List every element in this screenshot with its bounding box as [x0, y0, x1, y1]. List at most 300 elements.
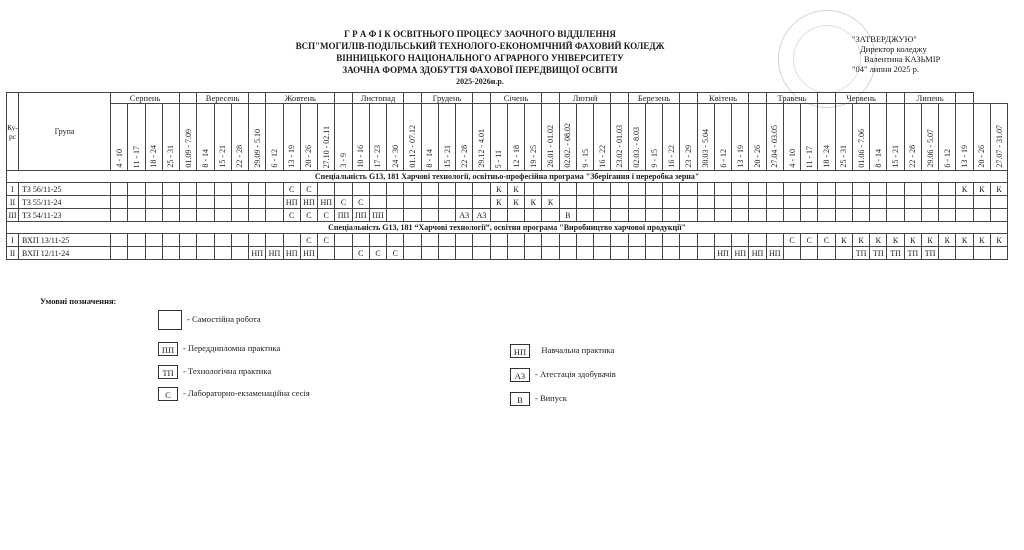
week-header: [852, 104, 869, 171]
schedule-cell: [887, 196, 904, 209]
schedule-cell: [594, 247, 611, 260]
legend-title: Умовні позначення:: [40, 296, 117, 306]
schedule-cell: [714, 183, 731, 196]
week-label: 30.03 - 5.04: [701, 129, 711, 168]
schedule-cell: ТП: [921, 247, 938, 260]
schedule-cell: [697, 196, 714, 209]
week-label: 12 - 18: [511, 145, 521, 168]
schedule-cell: [352, 234, 369, 247]
week-label: 3 - 9: [338, 153, 348, 168]
schedule-cell: [645, 196, 662, 209]
schedule-cell: [663, 183, 680, 196]
legend-swatch: ПП: [158, 342, 178, 356]
schedule-cell: [145, 209, 162, 222]
week-header: [611, 104, 628, 171]
approval-position: Директор коледжу: [860, 44, 927, 54]
schedule-cell: С: [352, 196, 369, 209]
schedule-cell: К: [507, 196, 524, 209]
week-label: 13 - 19: [960, 145, 970, 168]
week-header: [697, 104, 714, 171]
schedule-cell: [180, 196, 197, 209]
week-header: [352, 104, 369, 171]
schedule-cell: НП: [300, 196, 317, 209]
month-header: [180, 93, 197, 104]
schedule-cell: [956, 196, 973, 209]
week-label: 23.02 - 01.03: [615, 125, 625, 168]
month-header: Листопад: [352, 93, 404, 104]
schedule-cell: [404, 234, 421, 247]
week-header: [732, 104, 749, 171]
week-header: [283, 104, 300, 171]
schedule-cell: [559, 234, 576, 247]
schedule-cell: [369, 234, 386, 247]
schedule-cell: [197, 183, 214, 196]
schedule-cell: [714, 209, 731, 222]
document-header: [200, 28, 760, 88]
schedule-cell: [507, 247, 524, 260]
schedule-cell: [887, 183, 904, 196]
schedule-cell: [473, 183, 490, 196]
schedule-cell: [835, 196, 852, 209]
week-label: 5 - 11: [494, 149, 504, 168]
schedule-cell: [145, 183, 162, 196]
schedule-cell: [697, 247, 714, 260]
week-label: 15 - 21: [442, 145, 452, 168]
week-header: [180, 104, 197, 171]
week-header: [749, 104, 766, 171]
schedule-cell: [870, 183, 887, 196]
schedule-cell: [921, 183, 938, 196]
schedule-cell: [732, 196, 749, 209]
schedule-cell: [490, 234, 507, 247]
approval-date: "04" липня 2025 р.: [852, 64, 919, 74]
schedule-cell: [732, 183, 749, 196]
week-label: 13 - 19: [287, 145, 297, 168]
schedule-cell: С: [318, 209, 335, 222]
legend-item-session: С - Лабораторно-екзаменаційна сесія: [158, 386, 310, 401]
table-row: [7, 234, 1008, 247]
schedule-cell: [645, 209, 662, 222]
schedule-cell: ТП: [887, 247, 904, 260]
week-header: [128, 104, 145, 171]
week-header: [559, 104, 576, 171]
schedule-cell: [887, 209, 904, 222]
schedule-cell: [249, 234, 266, 247]
schedule-cell: С: [387, 247, 404, 260]
row-group: ТЗ 54/11-23: [19, 209, 111, 222]
week-header: [369, 104, 386, 171]
schedule-cell: [214, 234, 231, 247]
week-header: [145, 104, 162, 171]
schedule-cell: [266, 183, 283, 196]
week-label: 29.06 - 5.07: [925, 129, 935, 168]
row-kurs: II: [7, 247, 19, 260]
schedule-cell: К: [956, 183, 973, 196]
week-header: [300, 104, 317, 171]
schedule-cell: [939, 183, 956, 196]
schedule-cell: [231, 209, 248, 222]
schedule-cell: [490, 209, 507, 222]
month-header: Березень: [628, 93, 680, 104]
week-header: [887, 104, 904, 171]
schedule-cell: К: [542, 196, 559, 209]
schedule-cell: [749, 209, 766, 222]
week-header: [766, 104, 783, 171]
schedule-cell: [576, 247, 593, 260]
schedule-cell: [904, 183, 921, 196]
week-header: [904, 104, 921, 171]
week-label: 6 - 12: [269, 149, 279, 168]
schedule-cell: А3: [473, 209, 490, 222]
week-label: 24 - 30: [390, 145, 400, 168]
week-header: [231, 104, 248, 171]
schedule-cell: [404, 209, 421, 222]
schedule-cell: [611, 183, 628, 196]
schedule-cell: [197, 234, 214, 247]
schedule-cell: [835, 209, 852, 222]
schedule-cell: К: [490, 196, 507, 209]
schedule-cell: [904, 196, 921, 209]
week-label: 15 - 21: [218, 145, 228, 168]
schedule-cell: [128, 209, 145, 222]
week-header: [663, 104, 680, 171]
week-label: 10 - 16: [356, 145, 366, 168]
week-header: [456, 104, 473, 171]
schedule-cell: [231, 196, 248, 209]
section-title: Спеціальність G13, 181 Харчові технології, освітньо-професійна програма "Зберігання і переробка зерна": [7, 171, 1008, 183]
header-form: ЗАОЧНА ФОРМА ЗДОБУТТЯ ФАХОВОЇ ПЕРЕДВИЩОЇ ОСВІТИ: [342, 65, 618, 75]
schedule-cell: [421, 183, 438, 196]
schedule-cell: [473, 196, 490, 209]
schedule-cell: [611, 209, 628, 222]
schedule-cell: [801, 183, 818, 196]
schedule-cell: [214, 196, 231, 209]
schedule-cell: [283, 234, 300, 247]
legend-swatch: НП: [510, 344, 530, 358]
schedule-cell: [525, 209, 542, 222]
schedule-cell: [628, 247, 645, 260]
schedule-cell: [576, 196, 593, 209]
schedule-cell: [180, 247, 197, 260]
schedule-cell: [266, 196, 283, 209]
schedule-cell: [783, 196, 800, 209]
month-header: [542, 93, 559, 104]
schedule-cell: [870, 196, 887, 209]
schedule-cell: [318, 183, 335, 196]
schedule-cell: [128, 196, 145, 209]
week-header: [783, 104, 800, 171]
schedule-cell: [663, 209, 680, 222]
schedule-cell: [266, 209, 283, 222]
schedule-cell: [990, 209, 1007, 222]
schedule-cell: [111, 183, 128, 196]
schedule-cell: [714, 196, 731, 209]
week-header: [421, 104, 438, 171]
week-header: [404, 104, 421, 171]
schedule-cell: [714, 234, 731, 247]
schedule-cell: [542, 234, 559, 247]
week-label: 22 - 28: [908, 145, 918, 168]
month-header: Жовтень: [266, 93, 335, 104]
week-header: [249, 104, 266, 171]
schedule-cell: [611, 196, 628, 209]
week-label: 01.12 - 07.12: [408, 125, 417, 168]
week-header: [594, 104, 611, 171]
schedule-cell: [249, 183, 266, 196]
schedule-cell: [249, 209, 266, 222]
week-label: 4 - 10: [787, 149, 797, 168]
legend-item-tech-practice: ТП - Технологічна практика: [158, 364, 271, 379]
week-label: 01.06 - 7.06: [856, 129, 866, 168]
week-header: [438, 104, 455, 171]
schedule-cell: [335, 234, 352, 247]
schedule-cell: [594, 209, 611, 222]
schedule-cell: [663, 247, 680, 260]
month-header: [473, 93, 490, 104]
row-kurs: I: [7, 234, 19, 247]
schedule-cell: [697, 209, 714, 222]
month-header: Червень: [835, 93, 887, 104]
schedule-cell: [852, 209, 869, 222]
week-label: 20 - 26: [977, 145, 987, 168]
approval-name: Валентина КАЗЬМІР: [864, 54, 941, 64]
schedule-cell: [783, 183, 800, 196]
schedule-cell: [318, 247, 335, 260]
schedule-cell: [921, 196, 938, 209]
month-header: [680, 93, 697, 104]
schedule-cell: [490, 247, 507, 260]
week-label: 18 - 24: [822, 145, 832, 168]
week-label: 18 - 24: [149, 145, 159, 168]
schedule-cell: А3: [456, 209, 473, 222]
schedule-cell: [973, 196, 990, 209]
schedule-cell: [680, 183, 697, 196]
week-header: [318, 104, 335, 171]
month-header: [887, 93, 904, 104]
schedule-cell: [438, 209, 455, 222]
schedule-cell: [766, 183, 783, 196]
schedule-cell: [576, 183, 593, 196]
schedule-cell: [663, 196, 680, 209]
schedule-cell: [473, 247, 490, 260]
schedule-cell: [628, 196, 645, 209]
schedule-cell: [111, 196, 128, 209]
schedule-cell: [335, 247, 352, 260]
schedule-cell: [697, 234, 714, 247]
week-label: 27.10 - 02.11: [321, 125, 331, 168]
schedule-cell: [801, 247, 818, 260]
week-label: 8 - 14: [873, 149, 883, 168]
schedule-cell: НП: [266, 247, 283, 260]
schedule-cell: С: [335, 196, 352, 209]
legend-swatch: ТП: [158, 365, 178, 379]
schedule-cell: ТП: [852, 247, 869, 260]
month-header: Квітень: [697, 93, 749, 104]
header-institution: ВСП"МОГИЛІВ-ПОДІЛЬСЬКИЙ ТЕХНОЛОГО-ЕКОНОМІЧНИЙ ФАХОВИЙ КОЛЕДЖ: [295, 41, 665, 51]
week-label: 23 - 29: [684, 145, 694, 168]
week-label: 02.02. - 08.02: [563, 123, 573, 168]
week-label: 02.03. - 8.03: [632, 127, 642, 168]
legend-swatch: [158, 310, 182, 330]
schedule-cell: НП: [318, 196, 335, 209]
week-header: [214, 104, 231, 171]
schedule-cell: [387, 234, 404, 247]
week-header: [525, 104, 542, 171]
week-label: 15 - 21: [891, 145, 901, 168]
schedule-cell: [783, 247, 800, 260]
schedule-cell: [559, 196, 576, 209]
schedule-cell: [766, 209, 783, 222]
legend-swatch: В: [510, 392, 530, 406]
schedule-cell: [421, 247, 438, 260]
schedule-cell: [438, 247, 455, 260]
schedule-cell: [749, 183, 766, 196]
schedule-cell: [111, 247, 128, 260]
schedule-cell: [180, 209, 197, 222]
row-group: ВХП 12/11-24: [19, 247, 111, 260]
schedule-cell: [162, 183, 179, 196]
schedule-cell: [404, 183, 421, 196]
schedule-cell: К: [939, 234, 956, 247]
schedule-cell: С: [352, 247, 369, 260]
schedule-cell: [680, 234, 697, 247]
schedule-cell: [594, 234, 611, 247]
schedule-cell: [680, 247, 697, 260]
schedule-cell: К: [990, 234, 1007, 247]
week-label: 4 - 10: [114, 149, 124, 168]
schedule-cell: НП: [749, 247, 766, 260]
schedule-cell: С: [283, 209, 300, 222]
schedule-cell: [404, 247, 421, 260]
schedule-cell: [145, 196, 162, 209]
week-header: [335, 104, 352, 171]
schedule-cell: К: [921, 234, 938, 247]
month-header: [335, 93, 352, 104]
schedule-cell: [628, 183, 645, 196]
schedule-cell: [921, 209, 938, 222]
legend-label: Лабораторно-екзаменаційна сесія: [187, 388, 310, 398]
schedule-cell: [628, 234, 645, 247]
table-row: [7, 196, 1008, 209]
schedule-cell: [645, 183, 662, 196]
schedule-cell: [852, 196, 869, 209]
schedule-cell: НП: [283, 247, 300, 260]
week-header: [801, 104, 818, 171]
schedule-cell: К: [870, 234, 887, 247]
schedule-cell: С: [818, 234, 835, 247]
table-row: [7, 247, 1008, 260]
week-header: [714, 104, 731, 171]
schedule-cell: [594, 196, 611, 209]
week-label: 11 - 17: [131, 145, 141, 168]
week-label: 01.09 - 7.09: [183, 129, 193, 168]
week-label: 8 - 14: [425, 149, 435, 168]
row-group: ВХП 13/11-25: [19, 234, 111, 247]
schedule-cell: НП: [766, 247, 783, 260]
schedule-cell: К: [507, 183, 524, 196]
schedule-cell: С: [369, 247, 386, 260]
schedule-cell: [421, 196, 438, 209]
schedule-cell: [421, 234, 438, 247]
month-header: Липень: [904, 93, 956, 104]
legend-swatch: А3: [510, 368, 530, 382]
schedule-cell: К: [835, 234, 852, 247]
schedule-cell: [128, 247, 145, 260]
schedule-cell: [231, 183, 248, 196]
table-row: [7, 209, 1008, 222]
week-header: [490, 104, 507, 171]
schedule-cell: ТП: [904, 247, 921, 260]
schedule-table: [6, 92, 1008, 260]
legend-label: Технологічна практика: [187, 366, 272, 376]
schedule-cell: [939, 209, 956, 222]
schedule-cell: [611, 247, 628, 260]
kurs-header: Ку-рс: [7, 93, 19, 171]
week-label: 29.09 - 5.10: [252, 129, 262, 168]
schedule-cell: [801, 209, 818, 222]
schedule-cell: [162, 209, 179, 222]
schedule-cell: К: [973, 183, 990, 196]
row-group: ТЗ 55/11-24: [19, 196, 111, 209]
schedule-cell: [749, 196, 766, 209]
schedule-cell: [473, 234, 490, 247]
schedule-cell: [456, 196, 473, 209]
week-header: [542, 104, 559, 171]
schedule-cell: [680, 209, 697, 222]
schedule-cell: [766, 234, 783, 247]
week-header: [628, 104, 645, 171]
week-header: [973, 104, 990, 171]
schedule-cell: [939, 196, 956, 209]
schedule-cell: [180, 183, 197, 196]
schedule-cell: [525, 234, 542, 247]
week-label: 13 - 19: [735, 145, 745, 168]
schedule-cell: [956, 209, 973, 222]
row-group: ТЗ 56/11-25: [19, 183, 111, 196]
schedule-cell: [214, 209, 231, 222]
legend-swatch: С: [158, 387, 178, 401]
schedule-cell: [904, 209, 921, 222]
legend-label: Навчальна практика: [541, 345, 615, 355]
schedule-cell: [852, 183, 869, 196]
schedule-cell: [507, 209, 524, 222]
week-header: [111, 104, 128, 171]
schedule-cell: К: [490, 183, 507, 196]
schedule-cell: ПП: [369, 209, 386, 222]
week-label: 9 - 15: [649, 149, 659, 168]
section-title: Спеціальність G13, 181 “Харчові технології”, освітня програма "Виробництво харчової продукції": [7, 222, 1008, 234]
week-label: 20 - 26: [753, 145, 763, 168]
schedule-cell: [835, 247, 852, 260]
schedule-cell: [559, 183, 576, 196]
schedule-cell: НП: [283, 196, 300, 209]
schedule-cell: [663, 234, 680, 247]
row-kurs: III: [8, 210, 17, 220]
schedule-cell: К: [956, 234, 973, 247]
header-university: ВІННИЦЬКОГО НАЦІОНАЛЬНОГО АГРАРНОГО УНІВЕРСИТЕТУ: [336, 53, 624, 63]
week-label: 6 - 12: [718, 149, 728, 168]
schedule-cell: [162, 247, 179, 260]
month-header: [611, 93, 628, 104]
schedule-cell: [214, 183, 231, 196]
group-header: Група: [19, 93, 111, 171]
schedule-cell: [732, 209, 749, 222]
schedule-cell: С: [801, 234, 818, 247]
approval-block: [852, 34, 940, 74]
month-header: [249, 93, 266, 104]
approval-title: "ЗАТВЕРДЖУЮ": [852, 34, 917, 44]
schedule-cell: НП: [249, 247, 266, 260]
